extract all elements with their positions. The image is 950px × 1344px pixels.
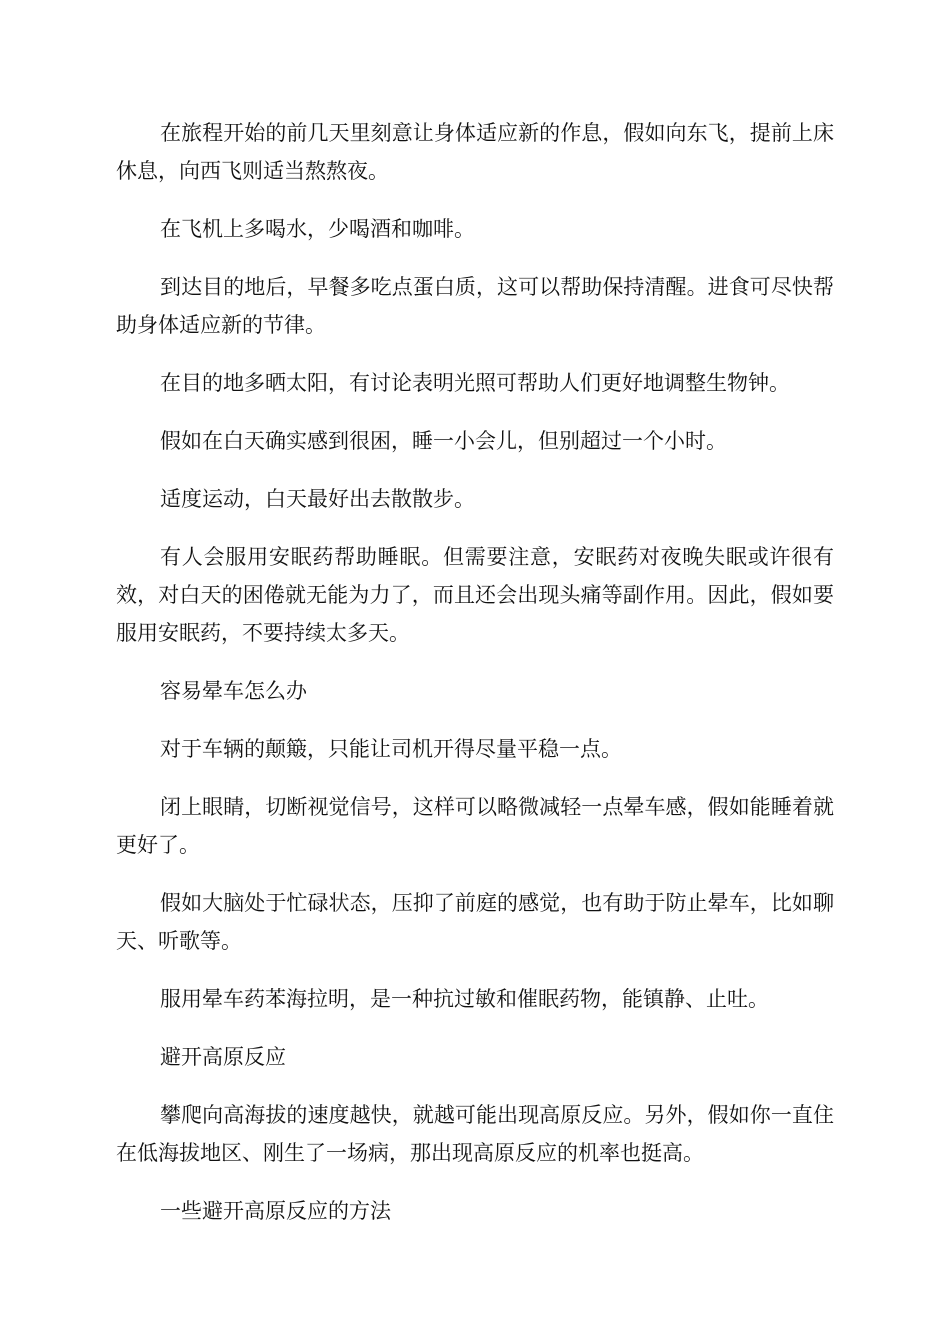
paragraph-smooth-driving: 对于车辆的颠簸，只能让司机开得尽量平稳一点。 xyxy=(160,737,622,761)
paragraph-east-west-schedule: 在旅程开始的前几天里刻意让身体适应新的作息，假如向东飞，提前上床休息，向西飞则适当熬熬夜。 xyxy=(116,121,834,183)
section-heading-motion-sickness: 容易晕车怎么办 xyxy=(160,679,307,703)
paragraph-protein-breakfast: 到达目的地后，早餐多吃点蛋白质，这可以帮助保持清醒。进食可尽快帮助身体适应新的节律。 xyxy=(116,275,834,337)
paragraph-altitude-methods: 一些避开高原反应的方法 xyxy=(160,1199,391,1223)
paragraph-sleeping-pills: 有人会服用安眠药帮助睡眠。但需要注意，安眠药对夜晚失眠或许很有效，对白天的困倦就无能为力了，而且还会出现头痛等副作用。因此，假如要服用安眠药，不要持续太多天。 xyxy=(116,545,834,645)
document-body xyxy=(116,114,834,1250)
paragraph-drink-water: 在飞机上多喝水，少喝酒和咖啡。 xyxy=(160,217,475,241)
paragraph-altitude-risk: 攀爬向高海拔的速度越快，就越可能出现高原反应。另外，假如你一直住在低海拔地区、刚生了一场病，那出现高原反应的机率也挺高。 xyxy=(116,1103,834,1165)
paragraph-busy-brain: 假如大脑处于忙碌状态，压抑了前庭的感觉，也有助于防止晕车，比如聊天、听歌等。 xyxy=(116,891,834,953)
paragraph-exercise: 适度运动，白天最好出去散散步。 xyxy=(160,487,475,511)
paragraph-close-eyes: 闭上眼睛，切断视觉信号，这样可以略微减轻一点晕车感，假如能睡着就更好了。 xyxy=(116,795,834,857)
paragraph-sunlight: 在目的地多晒太阳，有讨论表明光照可帮助人们更好地调整生物钟。 xyxy=(160,371,790,395)
section-heading-altitude-sickness: 避开高原反应 xyxy=(160,1045,286,1069)
paragraph-short-nap: 假如在白天确实感到很困，睡一小会儿，但别超过一个小时。 xyxy=(160,429,727,453)
paragraph-medication: 服用晕车药苯海拉明，是一种抗过敏和催眠药物，能镇静、止吐。 xyxy=(160,987,769,1011)
